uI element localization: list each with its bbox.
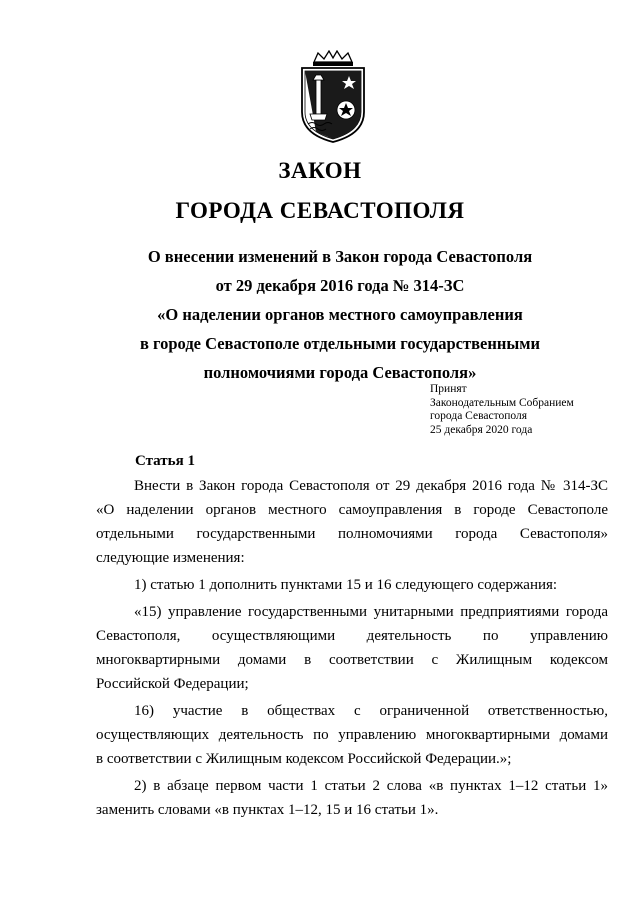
body-line: 2) в абзаце первом части 1 статьи 2 слова «в пунктах 1–12 статьи 1» — [134, 778, 608, 794]
body-line: «15) управление государственными унитарными предприятиями города — [134, 604, 608, 620]
law-title: ЗАКОН — [278, 158, 362, 183]
body-line: 16) участие в обществах с ограниченной ответственностью, — [134, 703, 608, 719]
body-line: заменить словами «в пунктах 1–12, 15 и 16 статьи 1». — [96, 802, 439, 818]
subtitle-line: «О наделении органов местного самоуправления — [157, 305, 523, 324]
adoption-note — [430, 383, 574, 437]
body-line: 1) статью 1 дополнить пунктами 15 и 16 следующего содержания: — [134, 577, 558, 593]
adoption-line: Законодательным Собранием — [430, 396, 574, 409]
body-line: в соответствии с Жилищным кодексом Российской Федерации.»; — [96, 751, 512, 767]
body-line: многоквартирными домами в соответствии с Жилищным кодексом — [96, 652, 608, 668]
coat-of-arms-emblem — [294, 50, 372, 144]
body-line: «О наделении органов местного самоуправления в городе Севастополе — [96, 502, 608, 518]
city-title: ГОРОДА СЕВАСТОПОЛЯ — [175, 198, 465, 223]
body-line: осуществляющих деятельность по управлению многоквартирными домами — [96, 727, 608, 743]
body-line: следующие изменения: — [96, 550, 245, 566]
body-line: отдельными государственными полномочиями города Севастополя» — [96, 526, 608, 542]
adoption-date: 25 декабря 2020 года — [430, 423, 533, 436]
law-subtitle — [0, 242, 640, 387]
subtitle-line: от 29 декабря 2016 года № 314-ЗС — [215, 276, 465, 295]
body-line: Севастополя, осуществляющими деятельность по управлению — [96, 628, 608, 644]
article-heading: Статья 1 — [135, 453, 195, 469]
subtitle-line: в городе Севастополе отдельными государственными — [140, 334, 540, 353]
body-line: Российской Федерации; — [96, 676, 249, 692]
adoption-line: города Севастополя — [430, 410, 527, 422]
adoption-line: Принят — [430, 383, 467, 395]
subtitle-line: О внесении изменений в Закон города Севастополя — [147, 247, 533, 266]
article-body — [96, 474, 608, 822]
subtitle-line: полномочиями города Севастополя» — [203, 363, 477, 382]
body-line: Внести в Закон города Севастополя от 29 декабря 2016 года № 314-ЗС — [134, 478, 608, 494]
